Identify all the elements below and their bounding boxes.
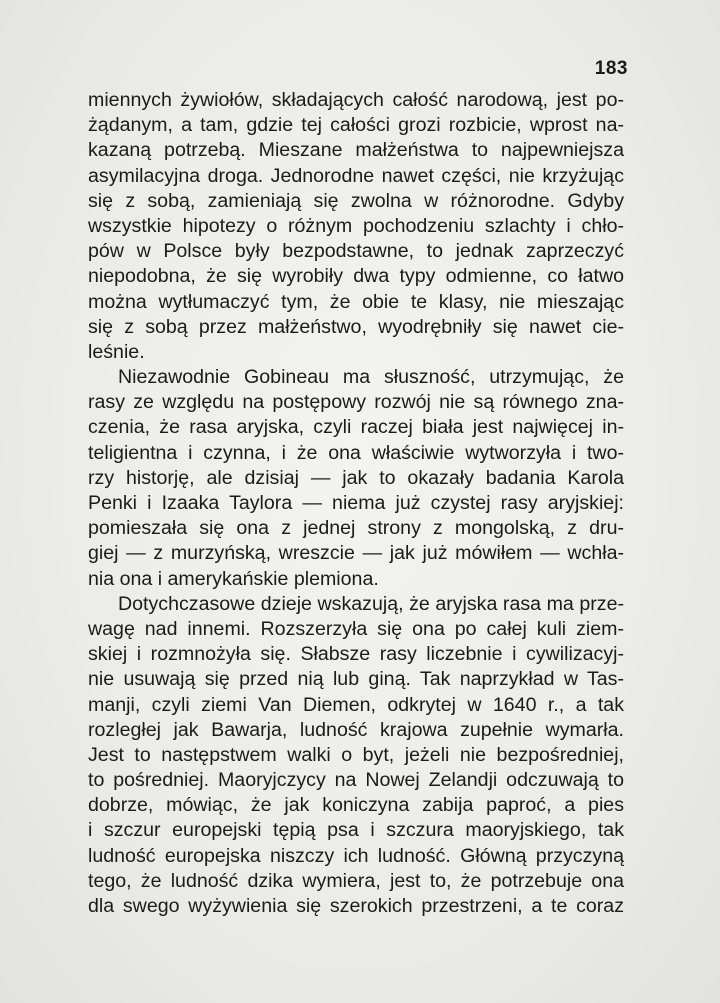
text-line: czenia, że rasa aryjska, czyli raczej biała jest najwięcej in- bbox=[88, 416, 624, 439]
text-line: rozległej jak Bawarja, ludność krajowa zupełnie wymarła. bbox=[88, 718, 624, 741]
text-line: Dotychczasowe dzieje wskazują, że aryjska rasa ma prze- bbox=[118, 592, 624, 615]
text-line: manji, czyli ziemi Van Diemen, odkrytej w 1640 r., a tak bbox=[88, 693, 624, 716]
text-line: teligientna i czynna, i że ona właściwie wytworzyła i two- bbox=[88, 441, 624, 464]
text-line: można wytłumaczyć tym, że obie te klasy, nie mieszając bbox=[88, 290, 624, 313]
text-line: ludność europejska niszczy ich ludność. Główną przyczyną bbox=[88, 844, 624, 867]
text-line: Niezawodnie Gobineau ma słuszność, utrzymując, że bbox=[118, 366, 624, 389]
text-line: wagę nad innemi. Rozszerzyła się ona po całej kuli ziem- bbox=[88, 617, 624, 640]
text-line: leśnie. bbox=[88, 340, 145, 363]
text-line: Penki i Izaaka Taylora — niema już czystej rasy aryjskiej: bbox=[88, 492, 624, 514]
text-line: rzy historję, ale dzisiaj — jak to okazały badania Karola bbox=[88, 466, 624, 489]
text-line: rasy ze względu na postępowy rozwój nie są równego zna- bbox=[88, 391, 624, 414]
text-line: pomieszała się ona z jednej strony z mongolską, z dru- bbox=[88, 517, 624, 540]
text-line: miennych żywiołów, składających całość narodową, jest po- bbox=[88, 89, 624, 111]
paragraph-2 bbox=[88, 365, 624, 592]
text-line: Jest to następstwem walki o byt, jeżeli nie bezpośredniej, bbox=[88, 743, 624, 766]
text-line: kazaną potrzebą. Mieszane małżeństwa to najpewniejsza bbox=[88, 139, 624, 162]
text-line: dobrze, mówiąc, że jak koniczyna zabija paproć, a pies bbox=[88, 794, 624, 817]
text-line: dla swego wyżywienia się szerokich przestrzeni, a te coraz bbox=[88, 895, 624, 917]
page-number: 183 bbox=[594, 58, 628, 79]
text-line: asymilacyjna droga. Jednorodne nawet części, nie krzyżując bbox=[88, 164, 624, 187]
text-line: niepodobna, że się wyrobiły dwa typy odmienne, co łatwo bbox=[88, 265, 624, 288]
body-text bbox=[88, 88, 624, 919]
text-line: żądanym, a tam, gdzie tej całości grozi rozbicie, wprost na- bbox=[88, 114, 624, 137]
text-line: giej — z murzyńską, wreszcie — jak już mówiłem — wchła- bbox=[88, 542, 624, 565]
paragraph-1 bbox=[88, 88, 624, 365]
text-line: nia ona i amerykańskie plemiona. bbox=[88, 567, 379, 590]
text-line: nie usuwają się przed nią lub giną. Tak naprzykład w Tas- bbox=[88, 668, 624, 691]
text-line: to pośredniej. Maoryjczycy na Nowej Zelandji odczuwają to bbox=[88, 769, 624, 792]
text-line: pów w Polsce były bezpodstawne, to jednak zaprzeczyć bbox=[88, 240, 624, 263]
text-line: skiej i rozmnożyła się. Słabsze rasy liczebnie i cywilizacyj- bbox=[88, 643, 624, 666]
text-line: i szczur europejski tępią psa i szczura maoryjskiego, tak bbox=[88, 819, 624, 842]
paragraph-3 bbox=[88, 592, 624, 919]
text-line: tego, że ludność dzika wymiera, jest to, że potrzebuje ona bbox=[88, 869, 624, 892]
text-line: wszystkie hipotezy o różnym pochodzeniu szlachty i chło- bbox=[88, 214, 624, 237]
text-line: się z sobą przez małżeństwo, wyodrębniły się nawet cie- bbox=[88, 315, 624, 338]
text-line: się z sobą, zamieniają się zwolna w różnorodne. Gdyby bbox=[88, 189, 624, 212]
